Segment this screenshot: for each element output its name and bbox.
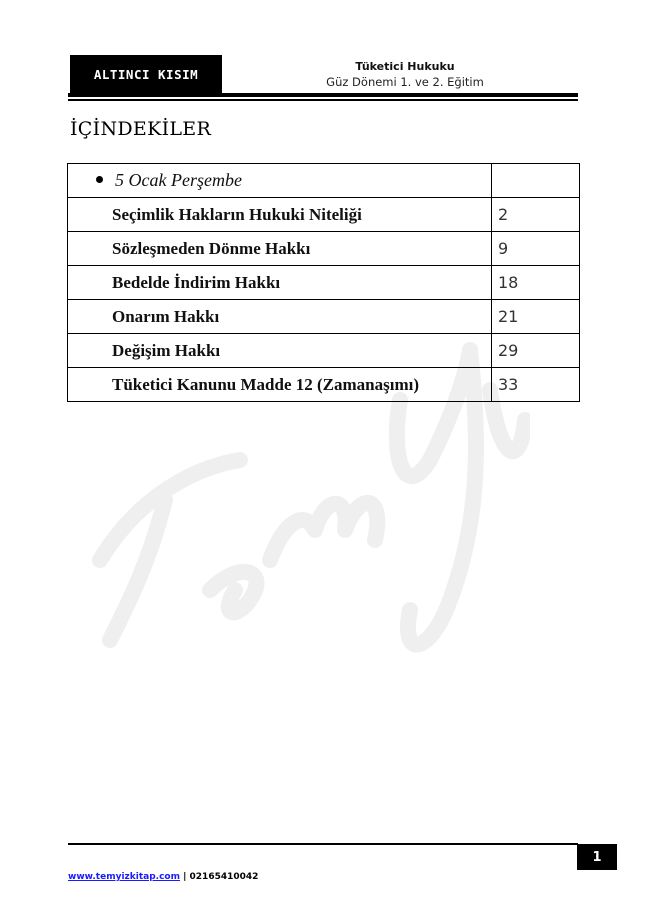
toc-entry-page: 21 [492,300,580,334]
website-link[interactable]: www.temyizkitap.com [68,872,180,882]
table-row [68,334,580,368]
toc-entry-label: Değişim Hakkı [68,334,492,368]
phone-number: 02165410042 [189,872,259,882]
table-row [68,266,580,300]
footer-contact [68,872,258,882]
table-row [68,300,580,334]
toc-entry-label: Onarım Hakkı [68,300,492,334]
toc-date-heading: 5 Ocak Perşembe [115,170,242,190]
footer-rule [68,843,578,845]
toc-title: İÇİNDEKİLER [70,118,212,140]
course-subtitle: Güz Dönemi 1. ve 2. Eğitim [326,75,484,89]
bullet-icon [96,176,103,183]
course-title: Tüketici Hukuku [355,60,455,73]
toc-entry-label: Seçimlik Hakların Hukuki Niteliği [68,198,492,232]
toc-entry-page: 2 [492,198,580,232]
page-number: 1 [577,844,617,870]
toc-date-page [492,164,580,198]
header-rule-thin [68,99,578,101]
toc-entry-page: 9 [492,232,580,266]
toc-date-cell [68,164,492,198]
section-tab: ALTINCI KISIM [70,55,222,93]
header-rule-thick [68,93,578,97]
toc-entry-page: 18 [492,266,580,300]
toc-entry-page: 33 [492,368,580,402]
toc-entry-label: Tüketici Kanunu Madde 12 (Zamanaşımı) [68,368,492,402]
table-row [68,232,580,266]
table-row [68,198,580,232]
table-row [68,368,580,402]
toc-entry-label: Sözleşmeden Dönme Hakkı [68,232,492,266]
toc-date-row [68,164,580,198]
footer-separator: | [179,872,190,882]
toc-table [67,163,580,402]
toc-entry-label: Bedelde İndirim Hakkı [68,266,492,300]
toc-entry-page: 29 [492,334,580,368]
